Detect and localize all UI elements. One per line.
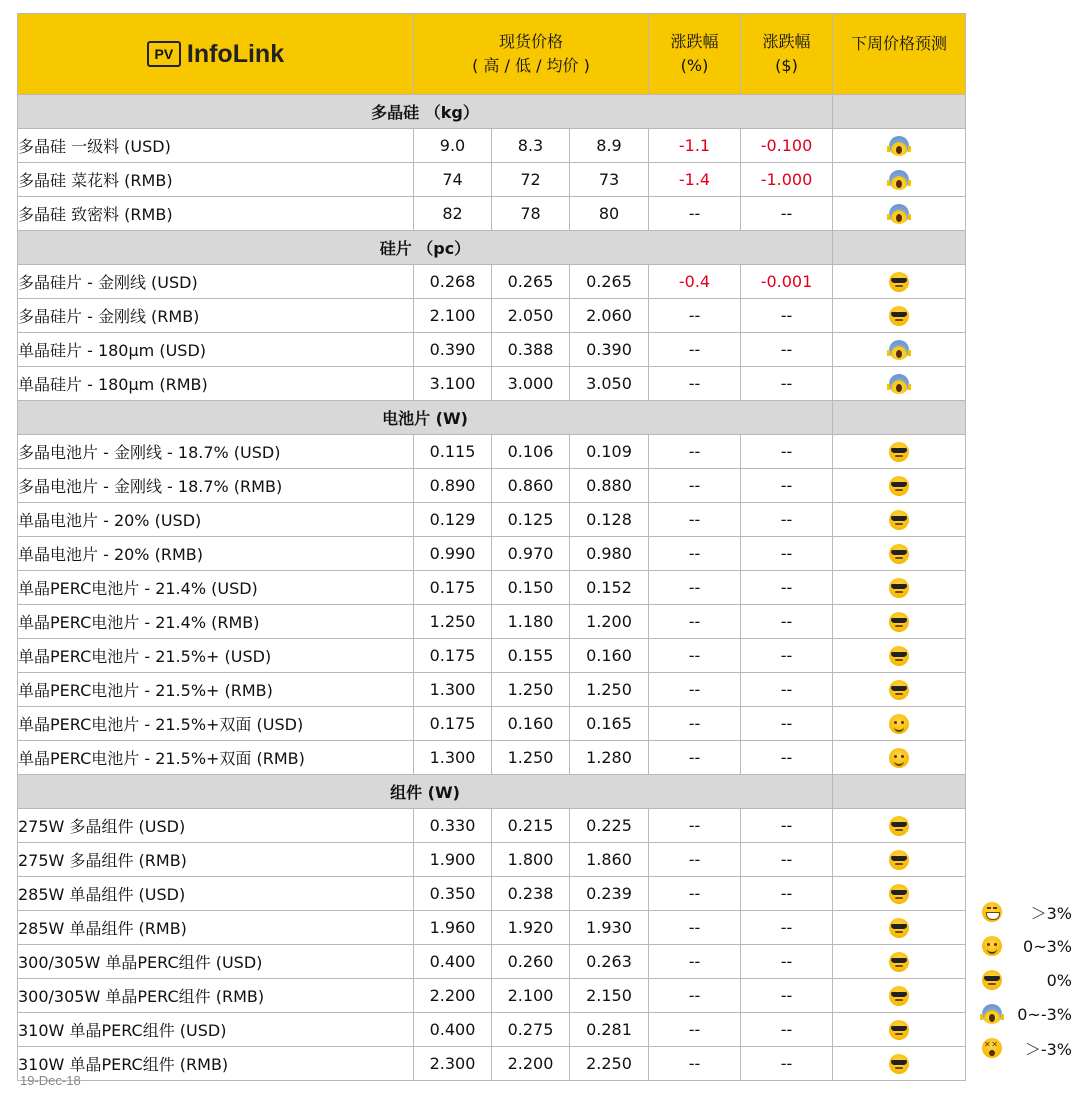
scream-icon xyxy=(889,204,909,224)
cool-icon xyxy=(889,918,909,938)
product-name: 单晶电池片 - 20% (RMB) xyxy=(18,537,414,571)
change-pct: -- xyxy=(649,299,741,333)
price-avg: 2.060 xyxy=(570,299,649,333)
change-usd: -- xyxy=(741,197,833,231)
price-low: 0.155 xyxy=(492,639,570,673)
legend-item xyxy=(975,997,1080,1031)
grin-icon xyxy=(982,902,1002,922)
table-row xyxy=(18,333,966,367)
change-pct: -- xyxy=(649,503,741,537)
price-high: 0.175 xyxy=(414,707,492,741)
cool-icon xyxy=(889,884,909,904)
table-row xyxy=(18,979,966,1013)
price-low: 0.215 xyxy=(492,809,570,843)
product-name: 275W 多晶组件 (USD) xyxy=(18,809,414,843)
legend-item xyxy=(975,895,1080,929)
section-title: 电池片 (W) xyxy=(18,401,833,435)
forecast-cell xyxy=(833,163,966,197)
product-name: 单晶PERC电池片 - 21.5%+双面 (RMB) xyxy=(18,741,414,775)
table-row xyxy=(18,469,966,503)
forecast-cell xyxy=(833,129,966,163)
scream-icon xyxy=(889,170,909,190)
forecast-cell xyxy=(833,197,966,231)
price-avg: 0.265 xyxy=(570,265,649,299)
change-usd: -- xyxy=(741,843,833,877)
change-usd: -- xyxy=(741,809,833,843)
change-pct: -- xyxy=(649,639,741,673)
section-title: 组件 (W) xyxy=(18,775,833,809)
forecast-cell xyxy=(833,741,966,775)
price-high: 0.890 xyxy=(414,469,492,503)
scream-icon xyxy=(889,374,909,394)
change-pct: -0.4 xyxy=(649,265,741,299)
change-usd: -0.100 xyxy=(741,129,833,163)
price-avg: 73 xyxy=(570,163,649,197)
cool-icon xyxy=(889,306,909,326)
forecast-title: 下周价格预测 xyxy=(850,34,947,53)
table-row xyxy=(18,197,966,231)
cool-icon xyxy=(889,510,909,530)
change-usd: -- xyxy=(741,911,833,945)
table-row xyxy=(18,843,966,877)
price-avg: 0.239 xyxy=(570,877,649,911)
forecast-cell xyxy=(833,945,966,979)
price-avg: 2.150 xyxy=(570,979,649,1013)
table-row xyxy=(18,571,966,605)
change-usd: -- xyxy=(741,673,833,707)
forecast-cell xyxy=(833,979,966,1013)
change-pct-header xyxy=(649,14,741,95)
cool-icon xyxy=(889,850,909,870)
pv-logo-icon: PV xyxy=(147,41,181,67)
forecast-cell xyxy=(833,469,966,503)
legend-label: ＞3% xyxy=(1030,903,1072,923)
change-usd: -- xyxy=(741,945,833,979)
cool-icon xyxy=(889,646,909,666)
price-avg: 0.263 xyxy=(570,945,649,979)
price-high: 1.250 xyxy=(414,605,492,639)
cool-icon xyxy=(889,578,909,598)
price-avg: 0.281 xyxy=(570,1013,649,1047)
cool-icon xyxy=(889,272,909,292)
forecast-cell xyxy=(833,673,966,707)
change-usd-title: 涨跌幅 xyxy=(762,32,811,51)
price-low: 0.860 xyxy=(492,469,570,503)
forecast-cell xyxy=(833,503,966,537)
price-high: 0.175 xyxy=(414,571,492,605)
price-low: 0.238 xyxy=(492,877,570,911)
table-row xyxy=(18,1047,966,1081)
price-high: 74 xyxy=(414,163,492,197)
logo-cell xyxy=(18,14,414,95)
change-usd: -- xyxy=(741,605,833,639)
change-pct: -- xyxy=(649,877,741,911)
forecast-cell xyxy=(833,1047,966,1081)
change-pct: -- xyxy=(649,1013,741,1047)
change-usd: -- xyxy=(741,435,833,469)
product-name: 多晶电池片 - 金刚线 - 18.7% (RMB) xyxy=(18,469,414,503)
section-title: 硅片 （pc） xyxy=(18,231,833,265)
section-header-row xyxy=(18,95,966,129)
price-table xyxy=(17,13,966,1081)
forecast-cell xyxy=(833,1013,966,1047)
table-row xyxy=(18,503,966,537)
section-blank xyxy=(833,775,966,809)
change-pct: -- xyxy=(649,333,741,367)
table-row xyxy=(18,707,966,741)
price-high: 0.115 xyxy=(414,435,492,469)
price-avg: 0.109 xyxy=(570,435,649,469)
product-name: 单晶PERC电池片 - 21.5%+ (RMB) xyxy=(18,673,414,707)
smile-icon xyxy=(889,714,909,734)
section-blank xyxy=(833,231,966,265)
price-low: 1.250 xyxy=(492,741,570,775)
price-low: 0.125 xyxy=(492,503,570,537)
scream-icon xyxy=(889,136,909,156)
cool-icon xyxy=(889,476,909,496)
product-name: 300/305W 单晶PERC组件 (USD) xyxy=(18,945,414,979)
price-avg: 3.050 xyxy=(570,367,649,401)
price-avg: 1.250 xyxy=(570,673,649,707)
change-pct: -- xyxy=(649,197,741,231)
price-low: 0.275 xyxy=(492,1013,570,1047)
cool-icon xyxy=(889,952,909,972)
price-low: 2.100 xyxy=(492,979,570,1013)
price-avg: 0.152 xyxy=(570,571,649,605)
change-usd: -- xyxy=(741,367,833,401)
price-low: 72 xyxy=(492,163,570,197)
table-row xyxy=(18,673,966,707)
price-low: 2.200 xyxy=(492,1047,570,1081)
price-low: 1.920 xyxy=(492,911,570,945)
price-low: 0.265 xyxy=(492,265,570,299)
product-name: 单晶PERC电池片 - 21.5%+ (USD) xyxy=(18,639,414,673)
change-usd: -- xyxy=(741,707,833,741)
price-low: 0.160 xyxy=(492,707,570,741)
section-blank xyxy=(833,95,966,129)
price-avg: 1.930 xyxy=(570,911,649,945)
table-row xyxy=(18,435,966,469)
product-name: 多晶电池片 - 金刚线 - 18.7% (USD) xyxy=(18,435,414,469)
forecast-cell xyxy=(833,707,966,741)
change-usd: -- xyxy=(741,469,833,503)
spot-price-title: 现货价格 xyxy=(498,32,563,51)
logo-text: InfoLink xyxy=(186,40,285,68)
change-pct-title: 涨跌幅 xyxy=(670,32,719,51)
price-high: 1.300 xyxy=(414,741,492,775)
price-high: 2.100 xyxy=(414,299,492,333)
table-row xyxy=(18,1013,966,1047)
price-high: 0.129 xyxy=(414,503,492,537)
spot-price-subtitle: ( 高 / 低 / 均价 ) xyxy=(472,56,590,75)
product-name: 多晶硅片 - 金刚线 (RMB) xyxy=(18,299,414,333)
price-high: 0.400 xyxy=(414,1013,492,1047)
infolink-logo xyxy=(18,41,413,67)
table-row xyxy=(18,639,966,673)
product-name: 300/305W 单晶PERC组件 (RMB) xyxy=(18,979,414,1013)
cool-icon xyxy=(889,680,909,700)
forecast-cell xyxy=(833,333,966,367)
table-row xyxy=(18,163,966,197)
table-row xyxy=(18,911,966,945)
change-pct: -- xyxy=(649,843,741,877)
change-usd: -1.000 xyxy=(741,163,833,197)
legend-label: 0% xyxy=(1046,970,1072,990)
change-usd-unit: ($) xyxy=(775,56,798,75)
price-low: 2.050 xyxy=(492,299,570,333)
price-high: 0.390 xyxy=(414,333,492,367)
price-avg: 80 xyxy=(570,197,649,231)
price-high: 0.330 xyxy=(414,809,492,843)
price-avg: 8.9 xyxy=(570,129,649,163)
forecast-cell xyxy=(833,537,966,571)
legend-label: 0~-3% xyxy=(1017,1004,1072,1024)
change-pct: -- xyxy=(649,1047,741,1081)
price-avg: 0.160 xyxy=(570,639,649,673)
product-name: 多晶硅 致密料 (RMB) xyxy=(18,197,414,231)
change-pct-unit: (%) xyxy=(680,56,709,75)
spot-price-header xyxy=(414,14,649,95)
forecast-header xyxy=(833,14,966,95)
price-avg: 0.390 xyxy=(570,333,649,367)
product-name: 多晶硅 菜花料 (RMB) xyxy=(18,163,414,197)
price-high: 0.990 xyxy=(414,537,492,571)
product-name: 单晶PERC电池片 - 21.4% (USD) xyxy=(18,571,414,605)
cool-icon xyxy=(889,1054,909,1074)
table-row xyxy=(18,809,966,843)
forecast-cell xyxy=(833,367,966,401)
cool-icon xyxy=(889,986,909,1006)
change-pct: -- xyxy=(649,979,741,1013)
table-row xyxy=(18,537,966,571)
table-row xyxy=(18,265,966,299)
product-name: 单晶PERC电池片 - 21.4% (RMB) xyxy=(18,605,414,639)
forecast-cell xyxy=(833,639,966,673)
change-usd: -- xyxy=(741,537,833,571)
change-pct: -- xyxy=(649,673,741,707)
product-name: 单晶硅片 - 180μm (RMB) xyxy=(18,367,414,401)
change-usd: -- xyxy=(741,299,833,333)
price-low: 8.3 xyxy=(492,129,570,163)
price-high: 1.300 xyxy=(414,673,492,707)
scream-icon xyxy=(982,1004,1002,1024)
price-high: 2.300 xyxy=(414,1047,492,1081)
price-high: 0.350 xyxy=(414,877,492,911)
legend-item xyxy=(975,929,1080,963)
forecast-cell xyxy=(833,911,966,945)
change-usd: -0.001 xyxy=(741,265,833,299)
price-low: 0.388 xyxy=(492,333,570,367)
change-usd: -- xyxy=(741,333,833,367)
forecast-cell xyxy=(833,877,966,911)
change-usd: -- xyxy=(741,503,833,537)
product-name: 275W 多晶组件 (RMB) xyxy=(18,843,414,877)
price-high: 3.100 xyxy=(414,367,492,401)
change-pct: -1.4 xyxy=(649,163,741,197)
legend-label: ＞-3% xyxy=(1024,1039,1072,1059)
legend-item xyxy=(975,1031,1080,1065)
price-avg: 0.980 xyxy=(570,537,649,571)
price-high: 2.200 xyxy=(414,979,492,1013)
change-usd: -- xyxy=(741,979,833,1013)
table-row xyxy=(18,741,966,775)
section-header-row xyxy=(18,775,966,809)
change-pct: -- xyxy=(649,605,741,639)
price-avg: 0.880 xyxy=(570,469,649,503)
product-name: 285W 单晶组件 (RMB) xyxy=(18,911,414,945)
change-pct: -- xyxy=(649,469,741,503)
change-pct: -- xyxy=(649,911,741,945)
forecast-cell xyxy=(833,809,966,843)
product-name: 310W 单晶PERC组件 (RMB) xyxy=(18,1047,414,1081)
section-blank xyxy=(833,401,966,435)
cool-icon xyxy=(889,816,909,836)
smile-icon xyxy=(982,936,1002,956)
price-low: 0.260 xyxy=(492,945,570,979)
dizzy-icon xyxy=(982,1038,1002,1058)
price-high: 0.400 xyxy=(414,945,492,979)
price-avg: 1.280 xyxy=(570,741,649,775)
price-avg: 0.128 xyxy=(570,503,649,537)
price-high: 1.900 xyxy=(414,843,492,877)
change-usd: -- xyxy=(741,571,833,605)
product-name: 单晶硅片 - 180μm (USD) xyxy=(18,333,414,367)
change-pct: -- xyxy=(649,537,741,571)
smile-icon xyxy=(889,748,909,768)
forecast-cell xyxy=(833,843,966,877)
forecast-cell xyxy=(833,571,966,605)
change-pct: -- xyxy=(649,367,741,401)
price-low: 0.970 xyxy=(492,537,570,571)
change-pct: -- xyxy=(649,741,741,775)
product-name: 单晶电池片 - 20% (USD) xyxy=(18,503,414,537)
change-usd: -- xyxy=(741,639,833,673)
change-pct: -- xyxy=(649,571,741,605)
change-pct: -- xyxy=(649,809,741,843)
table-row xyxy=(18,605,966,639)
price-high: 9.0 xyxy=(414,129,492,163)
price-high: 0.268 xyxy=(414,265,492,299)
product-name: 单晶PERC电池片 - 21.5%+双面 (USD) xyxy=(18,707,414,741)
section-header-row xyxy=(18,401,966,435)
table-header-row xyxy=(18,14,966,95)
report-date: 19-Dec-18 xyxy=(20,1073,81,1088)
forecast-legend xyxy=(975,895,1080,1065)
forecast-cell xyxy=(833,605,966,639)
change-usd: -- xyxy=(741,1013,833,1047)
price-high: 0.175 xyxy=(414,639,492,673)
table-row xyxy=(18,877,966,911)
table-row xyxy=(18,945,966,979)
change-usd: -- xyxy=(741,877,833,911)
cool-icon xyxy=(889,442,909,462)
price-low: 3.000 xyxy=(492,367,570,401)
price-high: 1.960 xyxy=(414,911,492,945)
section-header-row xyxy=(18,231,966,265)
product-name: 多晶硅片 - 金刚线 (USD) xyxy=(18,265,414,299)
price-avg: 0.165 xyxy=(570,707,649,741)
price-low: 1.180 xyxy=(492,605,570,639)
price-low: 78 xyxy=(492,197,570,231)
product-name: 多晶硅 一级料 (USD) xyxy=(18,129,414,163)
section-title: 多晶硅 （kg） xyxy=(18,95,833,129)
price-avg: 1.860 xyxy=(570,843,649,877)
scream-icon xyxy=(889,340,909,360)
table-row xyxy=(18,367,966,401)
forecast-cell xyxy=(833,265,966,299)
forecast-cell xyxy=(833,299,966,333)
legend-label: 0~3% xyxy=(1023,936,1072,956)
change-usd: -- xyxy=(741,741,833,775)
table-row xyxy=(18,129,966,163)
price-avg: 1.200 xyxy=(570,605,649,639)
price-low: 0.150 xyxy=(492,571,570,605)
change-usd-header xyxy=(741,14,833,95)
table-row xyxy=(18,299,966,333)
legend-item xyxy=(975,963,1080,997)
price-low: 0.106 xyxy=(492,435,570,469)
price-low: 1.800 xyxy=(492,843,570,877)
cool-icon xyxy=(982,970,1002,990)
change-pct: -- xyxy=(649,435,741,469)
price-avg: 2.250 xyxy=(570,1047,649,1081)
change-pct: -- xyxy=(649,707,741,741)
change-usd: -- xyxy=(741,1047,833,1081)
change-pct: -- xyxy=(649,945,741,979)
product-name: 310W 单晶PERC组件 (USD) xyxy=(18,1013,414,1047)
price-high: 82 xyxy=(414,197,492,231)
change-pct: -1.1 xyxy=(649,129,741,163)
cool-icon xyxy=(889,544,909,564)
cool-icon xyxy=(889,1020,909,1040)
forecast-cell xyxy=(833,435,966,469)
price-low: 1.250 xyxy=(492,673,570,707)
cool-icon xyxy=(889,612,909,632)
product-name: 285W 单晶组件 (USD) xyxy=(18,877,414,911)
price-avg: 0.225 xyxy=(570,809,649,843)
